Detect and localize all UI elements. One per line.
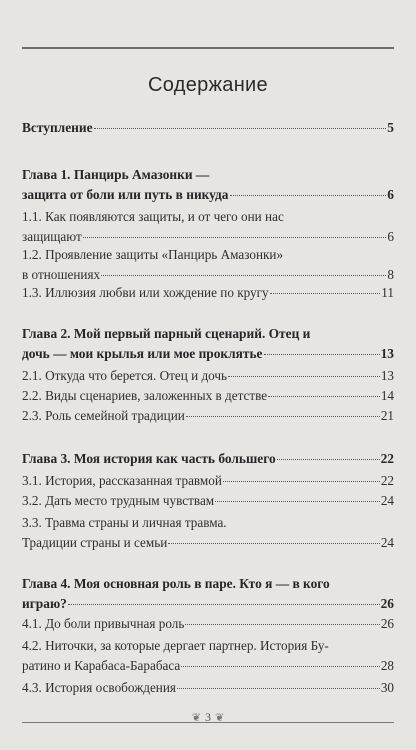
entry-text: 3.1. История, рассказанная травмой [22,473,222,488]
page-number: 28 [380,658,394,673]
leader-dots [101,274,386,276]
entry-text-line1: 3.3. Травма страны и личная травма. [22,515,227,530]
toc-entry-1-3 [22,283,394,303]
leader-dots [185,623,379,625]
entry-text: 2.1. Откуда что берется. Отец и дочь [22,368,228,383]
entry-text: 4.1. До боли привычная роль [22,616,185,631]
entry-text-line1: Глава 1. Панцирь Амазонки — [22,167,210,182]
page-number: 22 [380,473,394,488]
entry-text: 1.3. Иллюзия любви или хождение по кругу [22,285,269,300]
entry-text-line2: Традиции страны и семьи [22,535,168,550]
entry-text: 2.3. Роль семейной традиции [22,408,185,423]
toc-entry-3-2 [22,491,394,511]
entry-text-line2: защищают [22,229,82,244]
entry-text-line1: Глава 4. Моя основная роль в паре. Кто я — в кого [22,576,330,591]
entry-text-line1: 1.2. Проявление защиты «Панцирь Амазонки» [22,247,284,262]
toc-entry-chapter-2 [22,324,394,364]
page-title: Содержание [148,74,268,96]
leader-dots [94,127,387,129]
entry-text-line1: Глава 2. Мой первый парный сценарий. Отец и [22,326,311,341]
toc-entry-2-3 [22,406,394,426]
entry-text-line2: играю? [22,596,67,611]
toc-entry-chapter-4 [22,574,394,614]
page-number: 13 [380,368,394,383]
page-number: 13 [380,346,394,361]
page-number: 5 [387,120,394,135]
page-number: 14 [380,388,394,403]
leader-dots [268,395,380,397]
footer-page-number: 3 [205,710,211,724]
toc-entry-intro [22,118,394,138]
page-number: 22 [380,451,394,466]
leader-dots [177,687,380,689]
entry-text: 3.2. Дать место трудным чувствам [22,493,215,508]
toc-entry-2-2 [22,386,394,406]
page-number: 26 [380,616,394,631]
leader-dots [83,236,387,238]
leader-dots [186,415,380,417]
leader-dots [270,292,381,294]
toc-entry-chapter-3 [22,449,394,469]
top-rule [22,47,394,49]
page-number: 11 [381,285,394,300]
leader-dots [181,665,380,667]
toc-entry-3-3 [22,513,394,553]
toc-entry-4-1 [22,614,394,634]
page-number: 24 [380,493,394,508]
entry-text: 2.2. Виды сценариев, заложенных в детстве [22,388,268,403]
page-number: 24 [380,535,394,550]
page-number: 6 [387,229,394,244]
leader-dots [168,542,379,544]
leader-dots [223,480,380,482]
entry-text-line2: ратино и Карабаса-Барабаса [22,658,181,673]
page-number: 30 [380,680,394,695]
leader-dots [215,500,380,502]
leader-dots [277,458,380,460]
entry-text-line2: дочь — мои крылья или мое проклятье [22,346,263,361]
page-number: 8 [387,267,394,282]
page-number: 6 [387,187,394,202]
entry-text: Глава 3. Моя история как часть большего [22,451,276,466]
entry-text-line2: защита от боли или путь в никуда [22,187,229,202]
fleuron-right-icon: ❦ [215,712,225,724]
toc-entry-4-2 [22,636,394,676]
leader-dots [68,603,380,605]
toc-entry-chapter-1 [22,165,394,205]
fleuron-left-icon: ❦ [191,712,201,724]
entry-text-line1: 1.1. Как появляются защиты, и от чего они нас [22,209,284,224]
page-number: 21 [380,408,394,423]
leader-dots [228,375,380,377]
bottom-rule [22,722,394,723]
toc-entry-1-1 [22,207,394,247]
entry-text-line1: 4.2. Ниточки, за которые дергает партнер. История Бу- [22,638,329,653]
toc-entry-4-3 [22,678,394,698]
toc-entry-1-2 [22,245,394,285]
leader-dots [230,194,387,196]
toc-entry-3-1 [22,471,394,491]
entry-text-line2: в отношениях [22,267,101,282]
leader-dots [264,353,380,355]
toc-entry-2-1 [22,366,394,386]
entry-text: Вступление [22,120,93,135]
entry-text: 4.3. История освобождения [22,680,176,695]
page-number: 26 [380,596,394,611]
